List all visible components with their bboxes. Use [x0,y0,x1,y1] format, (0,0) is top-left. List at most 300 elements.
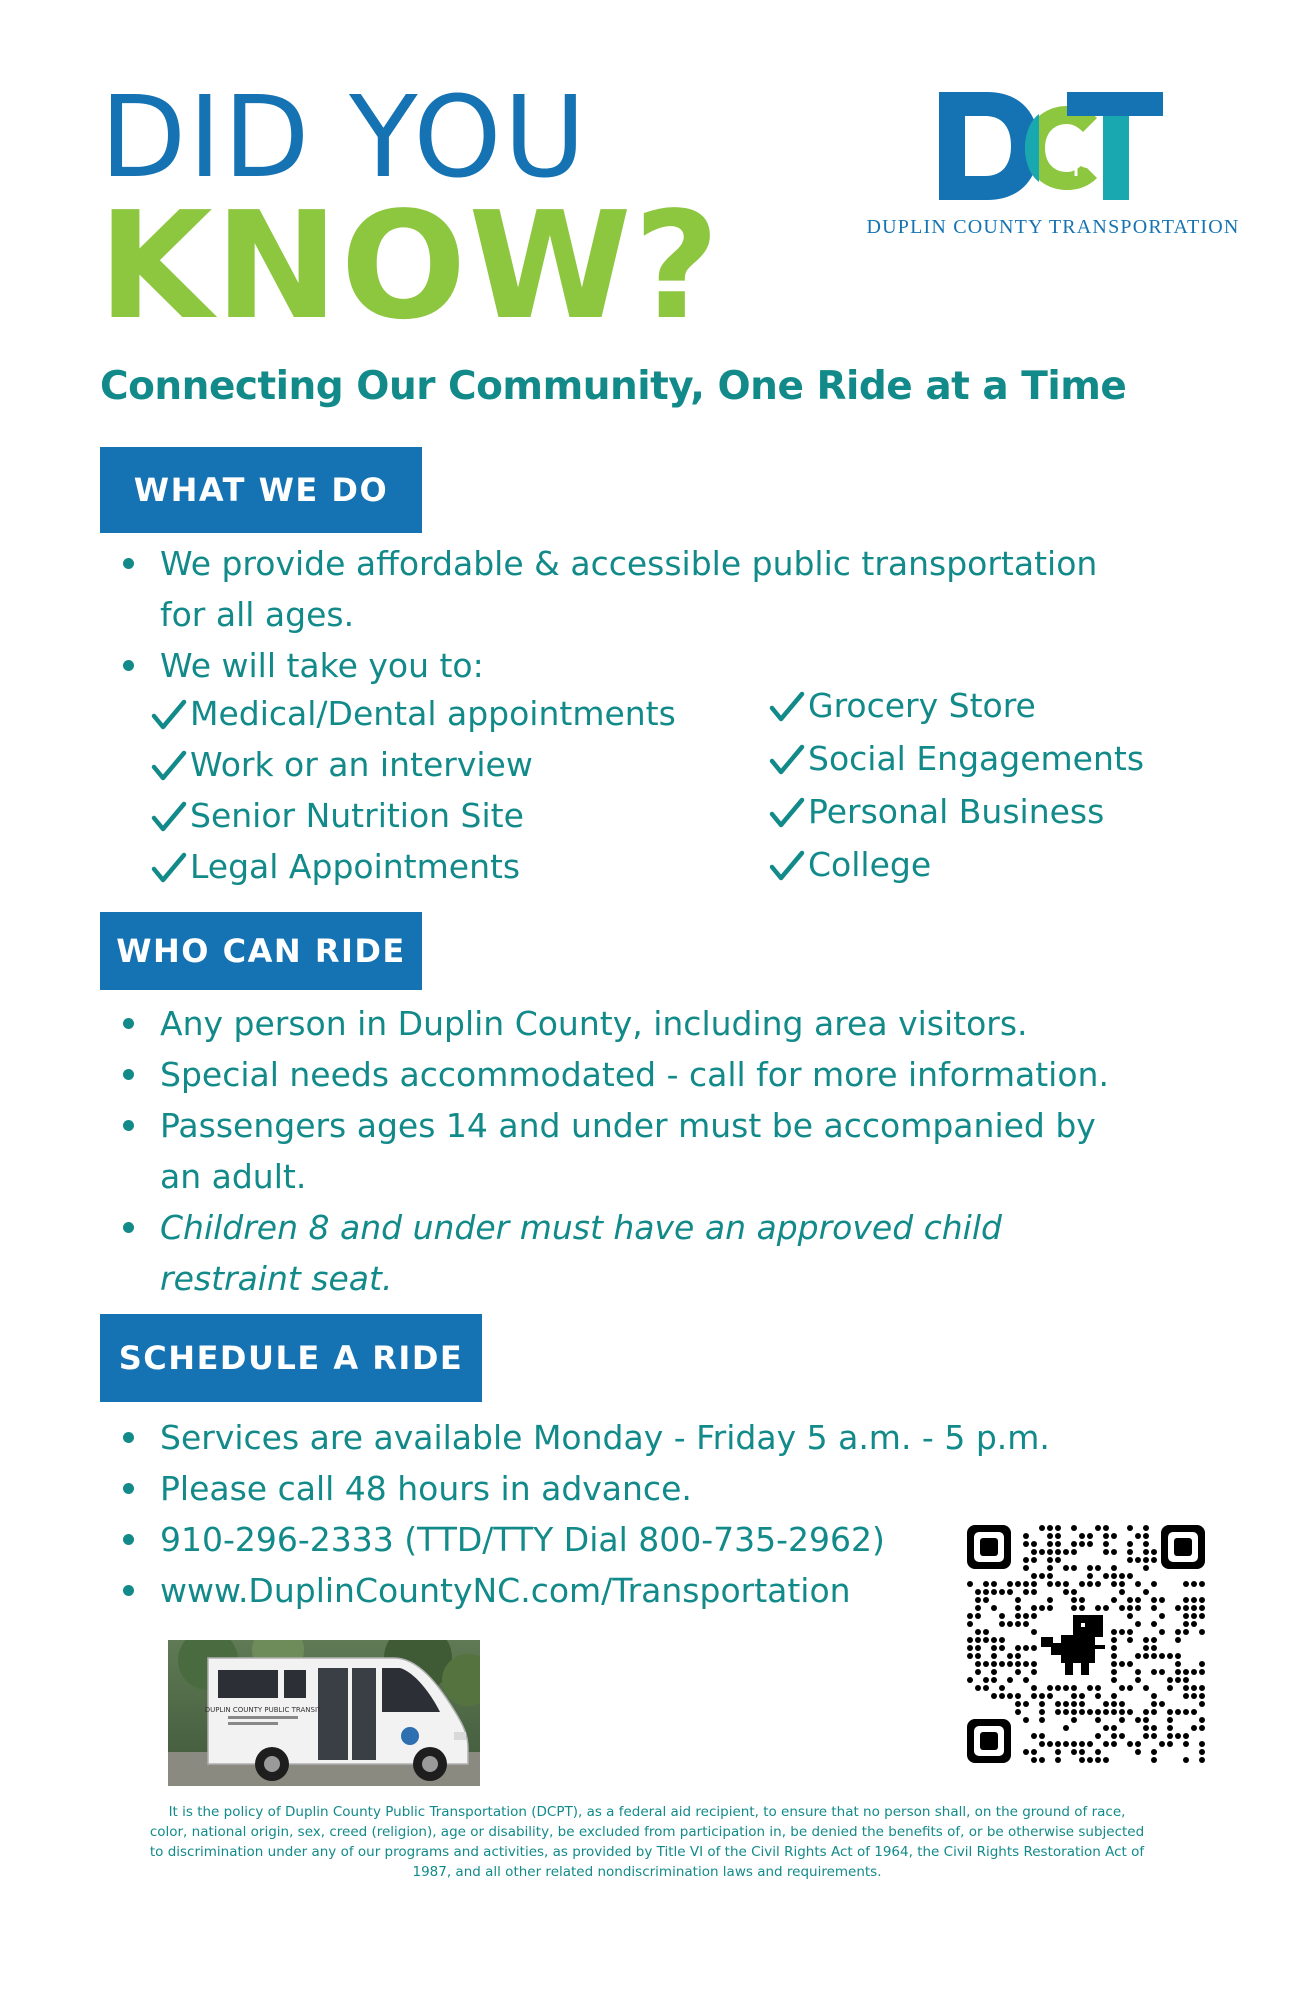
qr-dot [1063,1549,1069,1555]
qr-dot [1127,1605,1133,1611]
qr-dot [1127,1557,1133,1563]
qr-dot [1167,1725,1173,1731]
qr-dot [1191,1693,1197,1699]
qr-dot [991,1693,997,1699]
qr-dot [975,1629,981,1635]
qr-dot [1167,1717,1173,1723]
qr-dot [967,1621,973,1627]
check-icon [768,739,806,777]
qr-dot [1143,1549,1149,1555]
qr-dot [1095,1693,1101,1699]
qr-dot [1167,1709,1173,1715]
qr-dot [1199,1629,1205,1635]
policy-line: 1987, and all other related nondiscrimination laws and requirements. [412,1864,882,1880]
qr-dot [1151,1725,1157,1731]
qr-dot [1111,1581,1117,1587]
qr-dot [1095,1717,1101,1723]
qr-dot [1023,1677,1029,1683]
check-icon [150,745,188,783]
who-can-ride-list [102,998,1109,1151]
qr-dot [1007,1677,1013,1683]
qr-dot [1151,1597,1157,1603]
qr-dot [1031,1749,1037,1755]
bus-photo [168,1640,480,1786]
qr-dot [1015,1653,1021,1659]
qr-dot [1183,1685,1189,1691]
qr-dot [1079,1709,1085,1715]
qr-dot [1087,1533,1093,1539]
destinations-right [768,680,1144,892]
qr-dot [991,1637,997,1643]
qr-dot [1191,1621,1197,1627]
qr-dot [1127,1741,1133,1747]
check-icon [768,686,806,724]
check-icon [150,847,188,885]
qr-dot [1143,1589,1149,1595]
qr-dot [1103,1757,1109,1763]
list-item [102,1565,1050,1616]
qr-dot [1111,1653,1117,1659]
qr-dot [967,1653,973,1659]
qr-dot [1039,1525,1045,1531]
qr-dot [1167,1733,1173,1739]
qr-dot [1111,1573,1117,1579]
qr-dot [1143,1645,1149,1651]
qr-dot [1039,1549,1045,1555]
qr-dot [1071,1525,1077,1531]
bullet-text: Please call 48 hours in advance. [160,1469,692,1508]
qr-dot [999,1645,1005,1651]
qr-dot [1151,1605,1157,1611]
qr-dot [1175,1629,1181,1635]
qr-dot [1119,1701,1125,1707]
qr-dot [991,1669,997,1675]
policy-line: It is the policy of Duplin County Public Transportation (DCPT), as a federal aid recipient, to ensure that no person shall, on the ground of race, [168,1804,1126,1820]
qr-dot [1039,1717,1045,1723]
qr-dot [1119,1589,1125,1595]
qr-dot [1079,1749,1085,1755]
qr-dot [991,1645,997,1651]
qr-dot [1143,1637,1149,1643]
qr-dot [1071,1717,1077,1723]
qr-dot [1031,1757,1037,1763]
qr-dot [1119,1581,1125,1587]
qr-dot [991,1605,997,1611]
qr-dot [1135,1677,1141,1683]
qr-dot [1111,1661,1117,1667]
qr-dot [1023,1541,1029,1547]
qr-dot [1039,1757,1045,1763]
qr-dot [1039,1733,1045,1739]
policy-line: to discrimination under any of our programs and activities, as provided by Title VI of the Civil Rights Act of 1964, the Civil Rights Restoration Act of [149,1844,1145,1860]
qr-dot [1199,1717,1205,1723]
qr-dot [1031,1605,1037,1611]
qr-dot [1071,1589,1077,1595]
qr-dot [1015,1669,1021,1675]
qr-dot [1151,1757,1157,1763]
qr-dot [1047,1685,1053,1691]
qr-dot [1135,1741,1141,1747]
qr-dot [1143,1557,1149,1563]
qr-dot [1199,1749,1205,1755]
qr-dot [975,1605,981,1611]
qr-dot [1111,1669,1117,1675]
qr-dot [1007,1581,1013,1587]
qr-dot [967,1677,973,1683]
qr-dot [983,1685,989,1691]
qr-dot [1135,1533,1141,1539]
qr-dot [967,1637,973,1643]
section-header-what-we-do: WHAT WE DO [100,447,422,533]
qr-dot [1167,1677,1173,1683]
qr-dot [1023,1645,1029,1651]
bullet-text: We will take you to: [160,646,484,685]
qr-dot [1119,1717,1125,1723]
qr-dot [1127,1709,1133,1715]
who-can-ride-list-2 [102,1202,1002,1253]
list-item [102,640,484,691]
qr-dot [1031,1661,1037,1667]
qr-dot [1071,1597,1077,1603]
qr-dot [991,1653,997,1659]
qr-dot [1159,1629,1165,1635]
qr-dot [1031,1685,1037,1691]
list-item [150,790,676,841]
qr-dot [1079,1741,1085,1747]
bullet-text: We provide affordable & accessible public transportation [160,544,1098,583]
qr-dot [1047,1549,1053,1555]
qr-dot [1079,1693,1085,1699]
qr-dot [1151,1621,1157,1627]
qr-dot [1127,1525,1133,1531]
what-we-do-list-2 [102,640,484,691]
qr-dot [1151,1701,1157,1707]
qr-dot [1079,1533,1085,1539]
section-header-who-can-ride: WHO CAN RIDE [100,912,422,990]
qr-dot [1031,1645,1037,1651]
list-item [150,841,676,892]
qr-code[interactable] [965,1523,1207,1765]
list-item [102,1463,1050,1514]
qr-dot [1183,1605,1189,1611]
qr-dot [1103,1741,1109,1747]
qr-dot [1055,1741,1061,1747]
qr-dot [1175,1637,1181,1643]
qr-dot [1071,1565,1077,1571]
qr-dot [1095,1685,1101,1691]
qr-dot [1047,1525,1053,1531]
qr-dot [1127,1541,1133,1547]
qr-dot [1047,1693,1053,1699]
qr-dot [1039,1693,1045,1699]
qr-dot [991,1677,997,1683]
qr-dot [1151,1549,1157,1555]
qr-dot [1199,1701,1205,1707]
qr-dot [1159,1613,1165,1619]
qr-dot [1135,1581,1141,1587]
qr-dot [983,1589,989,1595]
qr-dot [975,1669,981,1675]
qr-dot [1175,1677,1181,1683]
qr-dot [1015,1605,1021,1611]
qr-dot [1111,1549,1117,1555]
qr-dot [1023,1581,1029,1587]
check-icon [768,845,806,883]
qr-dot [975,1613,981,1619]
qr-dot [1191,1613,1197,1619]
qr-dot [1103,1541,1109,1547]
phone-number[interactable]: 910-296-2333 (TTD/TTY Dial 800-735-2962) [160,1520,885,1559]
qr-dot [1199,1757,1205,1763]
qr-dot [1111,1565,1117,1571]
qr-dot [999,1621,1005,1627]
qr-dot [1103,1525,1109,1531]
qr-dot [1127,1637,1133,1643]
qr-dot [975,1661,981,1667]
qr-dot [1159,1653,1165,1659]
qr-dot [1135,1717,1141,1723]
qr-dot [1191,1581,1197,1587]
qr-dot [1143,1717,1149,1723]
qr-dot [1143,1565,1149,1571]
qr-dot [1087,1565,1093,1571]
qr-dot [1151,1693,1157,1699]
destination-text: Senior Nutrition Site [190,796,524,835]
qr-dot [999,1685,1005,1691]
list-item [768,680,1144,733]
qr-dot [983,1597,989,1603]
qr-dot [1055,1685,1061,1691]
qr-dot [1015,1661,1021,1667]
qr-dot [1119,1709,1125,1715]
qr-dot [1199,1693,1205,1699]
qr-dot [1063,1589,1069,1595]
qr-dot [1135,1557,1141,1563]
qr-dot [1127,1629,1133,1635]
qr-dot [1191,1685,1197,1691]
qr-dot [1175,1709,1181,1715]
qr-dot [1055,1757,1061,1763]
qr-dot [1199,1581,1205,1587]
qr-dot [1071,1685,1077,1691]
qr-dot [1055,1749,1061,1755]
qr-dot [1015,1701,1021,1707]
qr-dot [1103,1605,1109,1611]
qr-dot [1135,1621,1141,1627]
qr-dot [1015,1581,1021,1587]
qr-dot [1151,1653,1157,1659]
qr-dot [1183,1621,1189,1627]
list-item [150,688,676,739]
qr-dot [1175,1661,1181,1667]
qr-dot [1119,1573,1125,1579]
qr-dot [1015,1693,1021,1699]
qr-dot [983,1581,989,1587]
qr-dot [1151,1557,1157,1563]
qr-dot [1007,1661,1013,1667]
qr-dot [1023,1717,1029,1723]
qr-dot [1175,1733,1181,1739]
qr-dot [1191,1597,1197,1603]
bullet-continuation: restraint seat. [160,1259,393,1298]
qr-dot [1191,1605,1197,1611]
qr-dot [1143,1685,1149,1691]
bullet-text: Special needs accommodated - call for more information. [160,1055,1109,1094]
qr-dot [1151,1733,1157,1739]
qr-dot [1159,1597,1165,1603]
qr-dot [1199,1613,1205,1619]
qr-dot [1063,1725,1069,1731]
qr-dot [1055,1541,1061,1547]
qr-dot [1055,1525,1061,1531]
qr-dot [999,1637,1005,1643]
qr-dot [1015,1645,1021,1651]
qr-dot [1007,1653,1013,1659]
qr-dot [1047,1573,1053,1579]
qr-dot [1071,1749,1077,1755]
qr-dot [999,1693,1005,1699]
qr-dot [1183,1581,1189,1587]
qr-dot [1095,1709,1101,1715]
logo-caption: DUPLIN COUNTY TRANSPORTATION [866,216,1240,238]
list-item [768,839,1144,892]
qr-dot [967,1613,973,1619]
qr-dot [1199,1685,1205,1691]
qr-dot [1135,1597,1141,1603]
destination-text: College [808,845,932,884]
qr-dot [1191,1709,1197,1715]
headline-did-you: DID YOU [100,73,588,203]
qr-dot [1183,1733,1189,1739]
qr-dot [1143,1541,1149,1547]
qr-dot [1111,1701,1117,1707]
qr-dot [1087,1741,1093,1747]
qr-dot [1127,1573,1133,1579]
qr-dot [1111,1677,1117,1683]
dct-logo [935,88,1165,204]
qr-dot [1087,1685,1093,1691]
qr-dot [1151,1637,1157,1643]
qr-dot [1087,1581,1093,1587]
qr-dot [1119,1733,1125,1739]
qr-dot [1183,1677,1189,1683]
qr-dot [1023,1749,1029,1755]
qr-dot [1199,1605,1205,1611]
qr-dot [1031,1589,1037,1595]
qr-dot [1087,1573,1093,1579]
check-icon [768,792,806,830]
qr-dot [1143,1709,1149,1715]
destination-text: Work or an interview [190,745,533,784]
bullet-text: Passengers ages 14 and under must be accompanied by [160,1106,1096,1145]
qr-dot [1079,1581,1085,1587]
qr-dot [1055,1533,1061,1539]
qr-dot [1127,1597,1133,1603]
qr-dot [999,1589,1005,1595]
qr-dot [1087,1757,1093,1763]
qr-dot [1199,1741,1205,1747]
destination-text: Grocery Store [808,686,1036,725]
qr-dot [1087,1709,1093,1715]
qr-dot [1191,1669,1197,1675]
qr-dot [1015,1621,1021,1627]
qr-dot [1063,1709,1069,1715]
qr-dot [1023,1661,1029,1667]
qr-dot [1111,1645,1117,1651]
qr-dot [1039,1573,1045,1579]
qr-dot [1031,1557,1037,1563]
qr-dot [1047,1557,1053,1563]
website-link[interactable]: www.DuplinCountyNC.com/Transportation [160,1571,851,1610]
qr-dot [1079,1597,1085,1603]
qr-dot [1015,1597,1021,1603]
qr-dot [1071,1693,1077,1699]
qr-dot [1031,1573,1037,1579]
qr-dot [1119,1685,1125,1691]
qr-dot [1031,1613,1037,1619]
qr-dot [1015,1613,1021,1619]
destination-text: Personal Business [808,792,1105,831]
bullet-continuation: an adult. [160,1157,307,1196]
qr-dot [1023,1621,1029,1627]
qr-dot [1063,1701,1069,1707]
qr-dot [1071,1549,1077,1555]
qr-dot [1079,1757,1085,1763]
list-item [768,786,1144,839]
qr-dot [1135,1669,1141,1675]
bullet-text: Services are available Monday - Friday 5 a.m. - 5 p.m. [160,1418,1050,1457]
policy-line: color, national origin, sex, creed (religion), age or disability, be excluded from participation in, be denied the benefits of, or be otherwise subjected [149,1824,1145,1840]
qr-dot [1143,1533,1149,1539]
list-item [102,1412,1050,1463]
qr-dot [1015,1709,1021,1715]
qr-dot [975,1637,981,1643]
qr-dot [1135,1749,1141,1755]
qr-dot [975,1589,981,1595]
qr-dot [1175,1605,1181,1611]
qr-dot [1007,1589,1013,1595]
qr-dot [1167,1653,1173,1659]
qr-dot [1183,1693,1189,1699]
section-header-schedule-a-ride: SCHEDULE A RIDE [100,1314,482,1402]
qr-dot [975,1597,981,1603]
qr-dot [991,1661,997,1667]
destinations-left [150,688,676,892]
qr-dot [1079,1605,1085,1611]
qr-dot [1111,1629,1117,1635]
bullet-text: Any person in Duplin County, including area visitors. [160,1004,1028,1043]
qr-dot [1111,1725,1117,1731]
nondiscrimination-policy [80,1802,1214,1882]
qr-dot [999,1613,1005,1619]
qr-dot [967,1645,973,1651]
qr-dot [967,1581,973,1587]
qr-dot [1023,1533,1029,1539]
qr-dot [1159,1669,1165,1675]
check-icon [150,694,188,732]
destination-text: Legal Appointments [190,847,521,886]
qr-dot [1143,1653,1149,1659]
qr-dot [1031,1693,1037,1699]
qr-dot [1159,1741,1165,1747]
qr-dot [1031,1733,1037,1739]
qr-dot [1175,1669,1181,1675]
qr-dot [1199,1725,1205,1731]
qr-dot [1151,1749,1157,1755]
qr-dot [1191,1725,1197,1731]
qr-dot [1031,1629,1037,1635]
qr-dot [1199,1597,1205,1603]
